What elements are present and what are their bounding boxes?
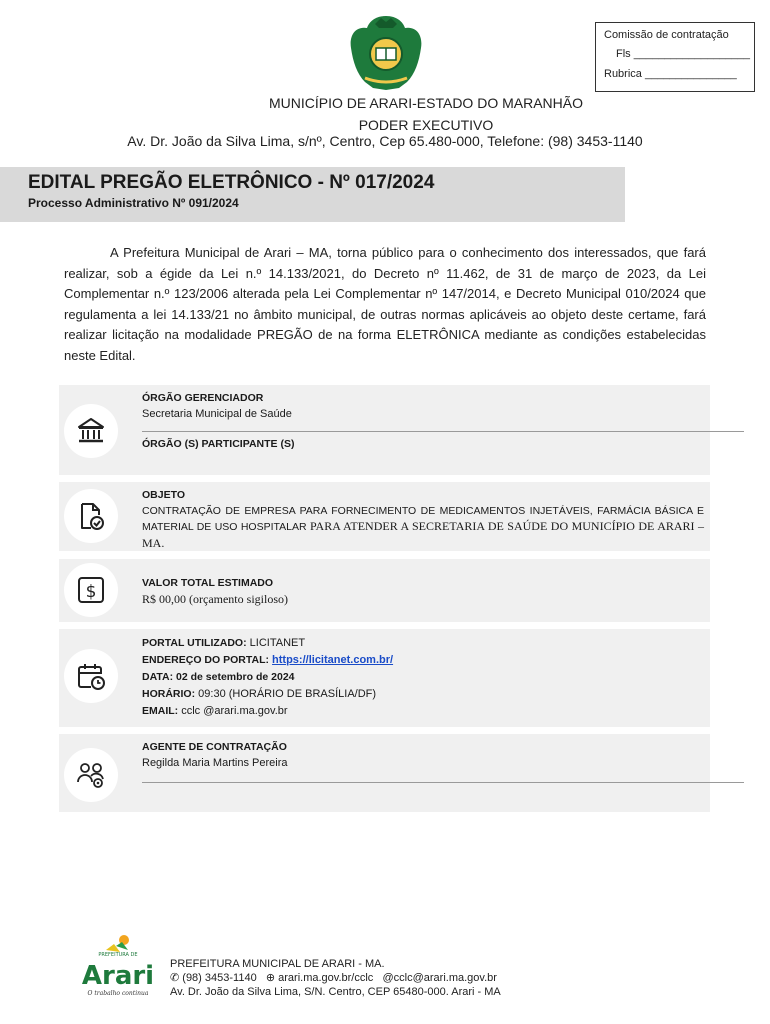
stamp-commission-label: Comissão de contratação (604, 29, 729, 41)
footer-email[interactable]: cclc@arari.ma.gov.br (393, 972, 497, 984)
institution-building-icon (76, 416, 106, 446)
people-settings-icon (76, 760, 106, 790)
phone-icon: ✆ (170, 972, 180, 984)
orgao-participante-label: ÓRGÃO (S) PARTICIPANTE (S) (142, 438, 295, 450)
stamp-fls-line: Fls ___________________ (616, 48, 750, 60)
orgao-gerenciador-label: ÓRGÃO GERENCIADOR (142, 392, 264, 404)
card-portal (59, 629, 710, 727)
agente-label: AGENTE DE CONTRATAÇÃO (142, 741, 287, 753)
document-icon-circle (64, 489, 118, 543)
agente-value: Regilda Maria Martins Pereira (142, 756, 288, 769)
signature-stamp-box (595, 22, 755, 92)
portal-address-label: ENDEREÇO DO PORTAL: (142, 654, 269, 666)
footer-address: Av. Dr. João da Silva Lima, S/N. Centro, CEP 65480-000. Arari - MA (170, 986, 501, 998)
objeto-value (142, 504, 704, 553)
portal-time-value: 09:30 (HORÁRIO DE BRASÍLIA/DF) (198, 688, 377, 700)
footer-org: PREFEITURA MUNICIPAL DE ARARI - MA. (170, 958, 385, 970)
logo-tagline: O trabalho continua (87, 990, 149, 997)
card-objeto (59, 482, 710, 551)
card-agente (59, 734, 710, 812)
executive-power-heading: PODER EXECUTIVO (358, 117, 494, 133)
portal-time-label: HORÁRIO: (142, 688, 196, 700)
objeto-label: OBJETO (142, 489, 185, 501)
svg-text:$: $ (85, 582, 97, 602)
portal-date: DATA: 02 de setembro de 2024 (142, 671, 295, 683)
edital-title: EDITAL PREGÃO ELETRÔNICO - Nº 017/2024 (28, 172, 435, 193)
globe-icon: ⊕ (265, 972, 276, 984)
objeto-value-part1: CONTRATAÇÃO DE EMPRESA PARA FORNECIMENTO DE MEDICAMENTOS INJETÁVEIS, FARMÁCIA BÁSICA E MATERIAL DE USO HOSPITALAR (142, 504, 704, 533)
dollar-sign-icon (76, 575, 106, 605)
portal-address-row (142, 652, 393, 669)
calendar-clock-icon (76, 661, 106, 691)
portal-label: PORTAL UTILIZADO: (142, 637, 247, 649)
institution-icon-circle (64, 404, 118, 458)
arari-logo (76, 930, 161, 1000)
portal-time-row (142, 686, 393, 703)
logo-arc-text: PREFEITURA DE (98, 952, 138, 958)
orgao-gerenciador-value: Secretaria Municipal de Saúde (142, 407, 292, 420)
valor-value: R$ 00,00 (orçamento sigiloso) (142, 591, 288, 606)
municipality-heading: MUNICÍPIO DE ARARI-ESTADO DO MARANHÃO (269, 95, 583, 111)
portal-value: LICITANET (249, 637, 306, 649)
footer-contact-row (170, 971, 501, 985)
stamp-rubrica-line: Rubrica _______________ (604, 68, 737, 80)
divider (142, 431, 744, 432)
coat-of-arms-emblem (345, 12, 427, 92)
valor-label: VALOR TOTAL ESTIMADO (142, 577, 274, 589)
footer-site[interactable]: arari.ma.gov.br/cclc (278, 972, 374, 984)
portal-email-value: cclc @arari.ma.gov.br (181, 705, 288, 717)
portal-row (142, 635, 393, 652)
portal-address-link[interactable]: https://licitanet.com.br/ (272, 654, 394, 666)
calendar-icon-circle (64, 649, 118, 703)
portal-email-row (142, 703, 393, 720)
divider (142, 782, 744, 783)
footer-contact (170, 957, 501, 999)
header-address: Av. Dr. João da Silva Lima, s/nº, Centro, Cep 65.480-000, Telefone: (98) 3453-1140 (127, 133, 643, 149)
title-band (0, 167, 625, 222)
money-icon-circle (64, 563, 118, 617)
document-check-icon (76, 501, 106, 531)
objeto-value-part2: PARA ATENDER A SECRETARIA DE SAÚDE DO MUNICÍPIO DE ARARI – MA. (142, 519, 704, 550)
card-valor (59, 559, 710, 622)
intro-text: A Prefeitura Municipal de Arari – MA, torna público para o conhecimento dos interessados, que fará realizar, sob a égide da Lei n.º 14.133/2021, do Decreto nº 11.462, de 31 de março de 2023, da Lei Complementar n.º 123/2006 alterada pela Lei Complementar nº 147/2014, e Decreto Municipal 010/2024 que regulamenta a lei 14.133/21 no âmbito municipal, de outras normas aplicáveis ao objeto deste certame, fará realizar licitação na modalidade PREGÃO de na forma ELETRÔNICA mediante as condições estabelecidas neste Edital. (64, 245, 706, 363)
process-number: Processo Administrativo Nº 091/2024 (28, 196, 239, 210)
logo-text: Arari (81, 961, 155, 991)
at-icon: @ (382, 972, 394, 984)
footer-phone: (98) 3453-1140 (182, 972, 257, 984)
portal-email-label: EMAIL: (142, 705, 179, 717)
intro-paragraph (64, 243, 706, 366)
people-icon-circle (64, 748, 118, 802)
card-orgao (59, 385, 710, 475)
